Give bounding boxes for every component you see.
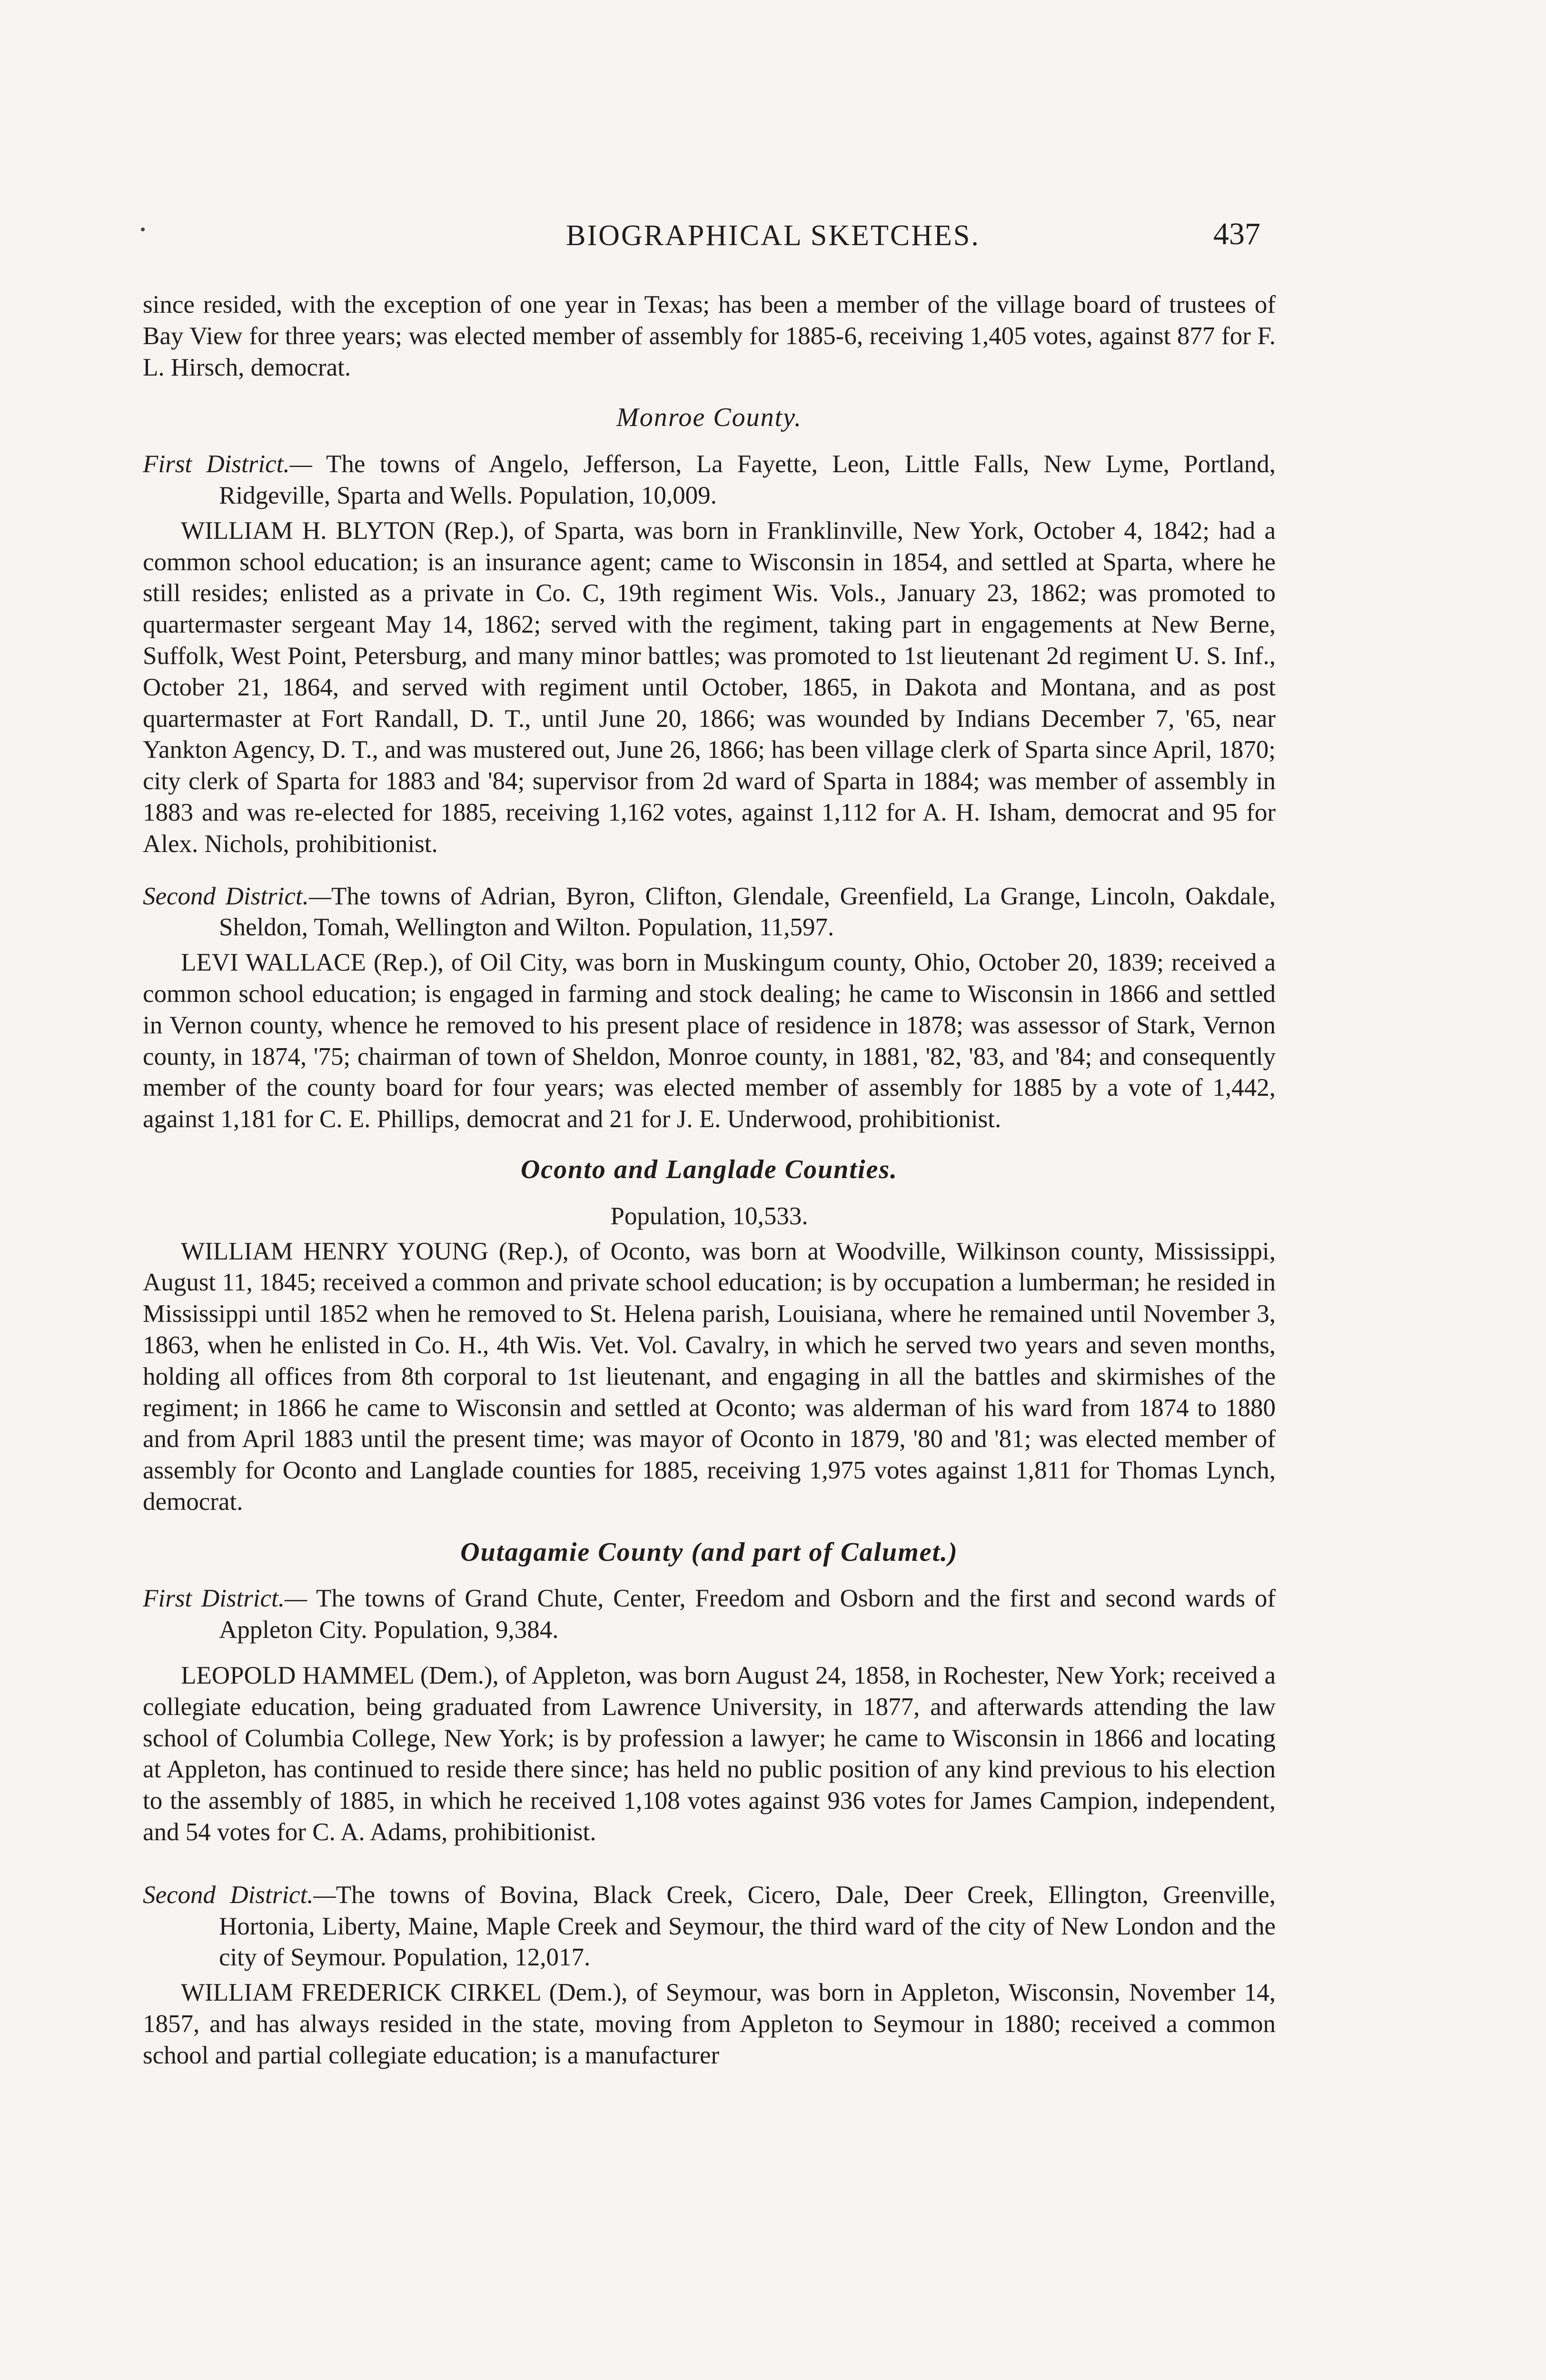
biography-hammel: LEOPOLD HAMMEL (Dem.), of Appleton, was born August 24, 1858, in Rochester, New York; received a collegiate education, being graduated from Lawrence University, in 1877, and afterwards attending the law school of Columbia College, New York; is by profession a lawyer; he came to Wisconsin in 1866 and locating at Appleton, has continued to reside there since; has held no public position of any kind previous to his election to the assembly of 1885, in which he received 1,108 votes against 936 votes for James Campion, independent, and 54 votes for C. A. Adams, prohibitionist. [143, 1662, 1276, 1846]
district-heading-outagamie-first [143, 1583, 1276, 1646]
running-title: BIOGRAPHICAL SKETCHES. [566, 219, 980, 252]
district-description: The towns of Adrian, Byron, Clifton, Glendale, Greenfield, La Grange, Lincoln, Oakdale, Sheldon, Tomah, Wellington and Wilton. Population, 11,597. [219, 882, 1276, 942]
district-heading-outagamie-second [143, 1880, 1276, 1973]
section-title-oconto: Oconto and Langlade Counties. [520, 1154, 898, 1184]
biography-blyton: WILLIAM H. BLYTON (Rep.), of Sparta, was born in Franklinville, New York, October 4, 1842; had a common school education; is an insurance agent; came to Wisconsin in 1854, and settled at Sparta, where he still resides; enlisted as a private in Co. C, 19th regiment Wis. Vols., January 23, 1862; was promoted to quartermaster sergeant May 14, 1862; served with the regiment, taking part in engagements at New Berne, Suffolk, West Point, Petersburg, and many minor battles; was promoted to 1st lieutenant 2d regiment U. S. Inf., October 21, 1864, and served with regiment until October, 1865, in Dakota and Montana, and as post quartermaster at Fort Randall, D. T., until June 20, 1866; was wounded by Indians December 7, '65, near Yankton Agency, D. T., and was mustered out, June 26, 1866; has been village clerk of Sparta since April, 1870; city clerk of Sparta for 1883 and '84; supervisor from 2d ward of Sparta in 1884; was member of assembly in 1883 and was re-elected for 1885, receiving 1,162 votes, against 1,112 for A. H. Isham, democrat and 95 for Alex. Nichols, prohibitionist. [143, 516, 1276, 858]
district-label: Second District.— [143, 1881, 336, 1909]
biography-young: WILLIAM HENRY YOUNG (Rep.), of Oconto, was born at Woodville, Wilkinson county, Mississippi, August 11, 1845; received a common and private school education; is by occupation a lumberman; he resided in Mississippi until 1852 when he removed to St. Helena parish, Louisiana, where he remained until November 3, 1863, when he enlisted in Co. H., 4th Wis. Vet. Vol. Cavalry, in which he served two years and seven months, holding all offices from 8th corporal to 1st lieutenant, and engaging in all the battles and skirmishes of the regiment; in 1866 he came to Wisconsin and settled at Oconto; was alderman of his ward from 1874 to 1880 and from April 1883 until the present time; was mayor of Oconto in 1879, '80 and '81; was elected member of assembly for Oconto and Langlade counties for 1885, receiving 1,975 votes against 1,811 for Thomas Lynch, democrat. [143, 1237, 1276, 1516]
page-number: 437 [1213, 217, 1260, 251]
biography-wallace: LEVI WALLACE (Rep.), of Oil City, was born in Muskingum county, Ohio, October 20, 1839; received a common school education; is engaged in farming and stock dealing; he came to Wisconsin in 1866 and settled in Vernon county, whence he removed to his present place of residence in 1878; was assessor of Stark, Vernon county, in 1874, '75; chairman of town of Sheldon, Monroe county, in 1881, '82, '83, and '84; and consequently member of the county board for four years; was elected member of assembly for 1885 by a vote of 1,442, against 1,181 for C. E. Phillips, democrat and 21 for J. E. Underwood, prohibitionist. [143, 949, 1276, 1133]
district-description: The towns of Grand Chute, Center, Freedom and Osborn and the first and second wards of Appleton City. Population, 9,384. [219, 1585, 1276, 1644]
district-heading-monroe-first [143, 449, 1276, 512]
biography-cirkel: WILLIAM FREDERICK CIRKEL (Dem.), of Seymour, was born in Appleton, Wisconsin, November 14, 1857, and has always resided in the state, moving from Appleton to Seymour in 1880; received a common school and partial collegiate education; is a manufacturer [143, 1979, 1276, 2069]
district-label: First District.— [143, 450, 312, 478]
running-head [0, 219, 1546, 267]
section-title-outagamie: Outagamie County (and part of Calumet.) [460, 1537, 958, 1567]
district-description: The towns of Bovina, Black Creek, Cicero, Dale, Deer Creek, Ellington, Greenville, Hortonia, Liberty, Maine, Maple Creek and Seymour, the third ward of the city of New London and the city of Seymour. Population, 12,017. [219, 1881, 1276, 1972]
district-description: The towns of Angelo, Jefferson, La Fayette, Leon, Little Falls, New Lyme, Portland, Ridgeville, Sparta and Wells. Population, 10,009. [219, 450, 1276, 509]
population-line: Population, 10,533. [610, 1202, 808, 1230]
continued-paragraph: since resided, with the exception of one year in Texas; has been a member of the village board of trustees of Bay View for three years; was elected member of assembly for 1885-6, receiving 1,405 votes, against 877 for F. L. Hirsch, democrat. [143, 291, 1276, 381]
district-label: Second District.— [143, 882, 331, 910]
district-heading-monroe-second [143, 881, 1276, 944]
district-label: First District.— [143, 1585, 307, 1613]
section-title-monroe: Monroe County. [616, 403, 802, 433]
page-body [143, 289, 1276, 2072]
